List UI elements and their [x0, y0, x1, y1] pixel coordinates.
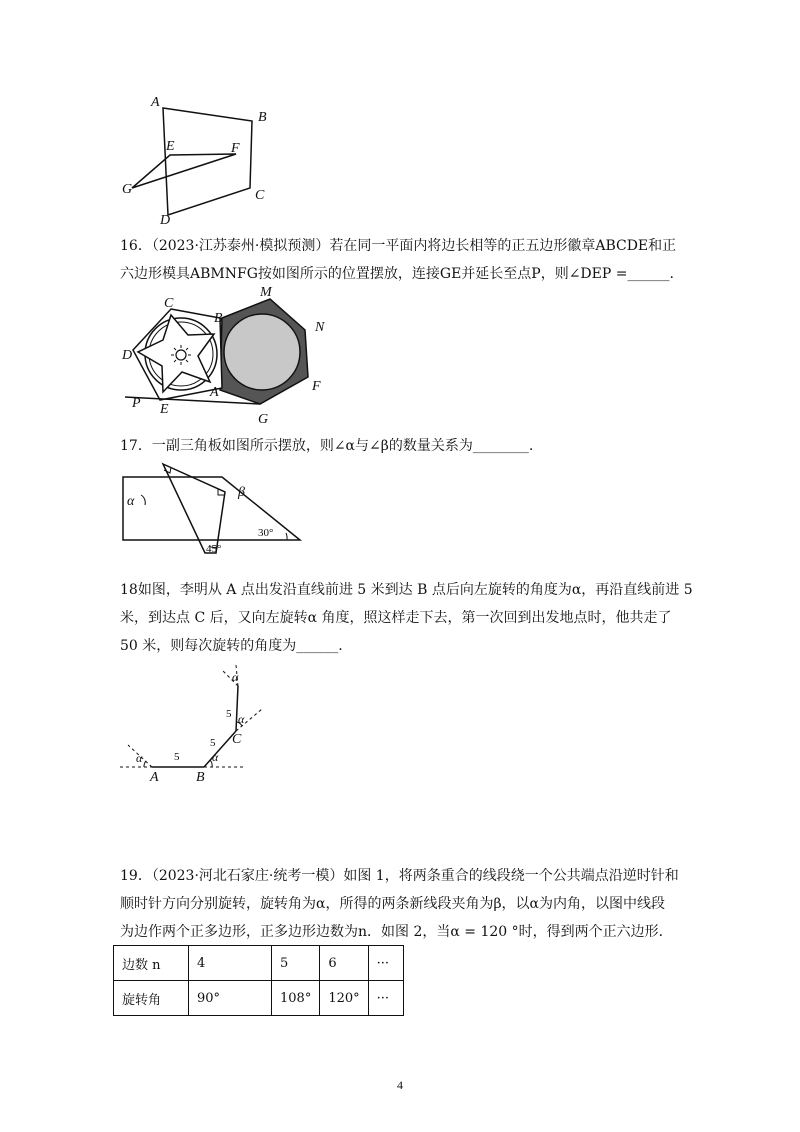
q19-line-3: 为边作两个正多边形，正多边形边数为n．如图 2，当α = 120 °时，得到两个正六边形． [120, 924, 673, 940]
label-E: E [160, 402, 169, 417]
q16-line-1: 16．（2023·江苏泰州·模拟预测）若在同一平面内将边长相等的正五边形徽章ABCDE和正 [120, 238, 677, 254]
page-number: 4 [397, 1078, 403, 1092]
q18-line-1: 18如图，李明从 A 点出发沿直线前进 5 米到达 B 点后向左旋转的角度为α，再沿直线前进 5 [120, 582, 693, 598]
label-E: E [166, 139, 175, 154]
label-G: G [122, 182, 133, 197]
figure-16-pentagon-hexagon [115, 285, 335, 430]
label-N: N [315, 320, 325, 335]
label-five-bc: 5 [210, 737, 216, 749]
label-F: F [312, 379, 321, 394]
table-cell: 边数 n [114, 946, 189, 981]
label-D: D [160, 213, 171, 228]
label-alpha-a: α [136, 751, 143, 765]
table-cell: 90° [189, 981, 272, 1016]
label-A: A [210, 385, 219, 400]
label-five-ab: 5 [174, 751, 180, 763]
table-cell: 108° [272, 981, 320, 1016]
table-cell: 120° [320, 981, 368, 1016]
label-C: C [255, 188, 265, 203]
label-P: P [132, 396, 141, 411]
label-A: A [151, 95, 160, 110]
label-alpha-b: α [212, 750, 219, 764]
label-alpha-d: α [232, 670, 239, 684]
label-beta: β [238, 485, 245, 500]
label-M: M [260, 285, 272, 300]
label-C: C [232, 732, 242, 747]
label-alpha: α [127, 494, 135, 509]
label-45-degrees: 45° [206, 543, 222, 555]
table-cell: 5 [272, 946, 320, 981]
table-cell: 6 [320, 946, 368, 981]
label-five-cd: 5 [226, 708, 232, 720]
question-19-text [120, 862, 695, 946]
label-F: F [231, 141, 240, 156]
table-cell: ··· [368, 981, 403, 1016]
label-D: D [122, 348, 133, 363]
label-B: B [196, 770, 205, 785]
label-alpha-c: α [238, 712, 245, 726]
question-18-text [120, 576, 695, 660]
table-cell: ··· [368, 946, 403, 981]
q18-line-3: 50 米，则每次旋转的角度为______. [120, 638, 343, 654]
table-row [114, 981, 404, 1016]
label-C: C [164, 296, 174, 311]
label-G: G [258, 412, 269, 427]
question-16-text [120, 232, 695, 288]
q19-line-1: 19．（2023·河北石家庄·统考一模）如图 1，将两条重合的线段绕一个公共端点沿逆时针和 [120, 868, 679, 884]
table-row [114, 946, 404, 981]
q16-line-2: 六边形模具ABMNFG按如图所示的位置摆放，连接GE并延长至点P，则∠DEP =______. [120, 266, 674, 282]
q17-line-1: 17．一副三角板如图所示摆放，则∠α与∠β的数量关系为________. [120, 438, 534, 454]
question-17-text [120, 432, 695, 460]
label-30-degrees: 30° [258, 527, 274, 539]
label-A: A [150, 770, 159, 785]
polygon-rotation-table [113, 945, 404, 1016]
label-B: B [258, 110, 267, 125]
table-cell: 旋转角 [114, 981, 189, 1016]
table-cell: 4 [189, 946, 272, 981]
label-B: B [214, 311, 223, 326]
q18-line-2: 米，到达点 C 后，又向左旋转α 角度，照这样走下去，第一次回到出发地点时，他共走了 [120, 610, 672, 626]
q19-line-2: 顺时针方向分别旋转，旋转角为α，所得的两条新线段夹角为β，以α为内角，以图中线段 [120, 896, 665, 912]
